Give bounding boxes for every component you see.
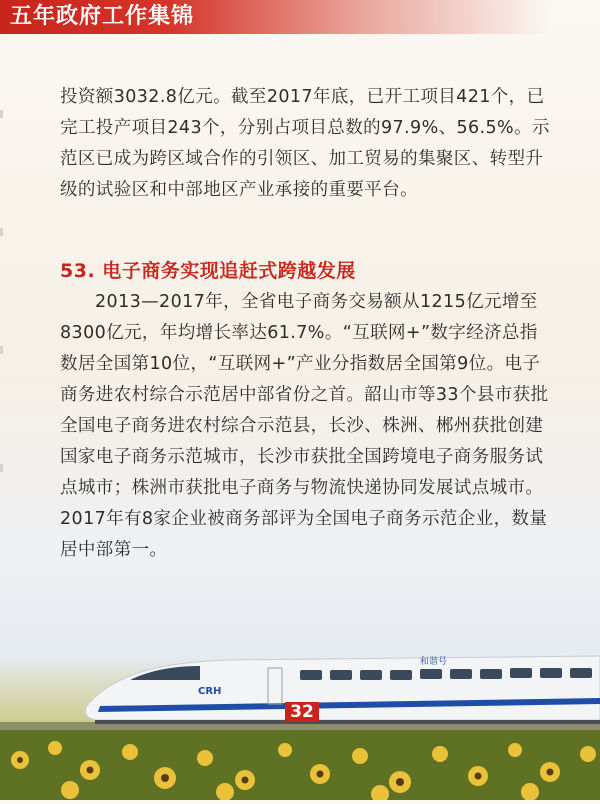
- page-number-badge: 32: [285, 702, 319, 722]
- train-illustration: [0, 640, 600, 740]
- train-icon: [0, 640, 600, 740]
- sunflower-field: [0, 730, 600, 800]
- intro-paragraph: 投资额3032.8亿元。截至2017年底，已开工项目421个，已完工投产项目243个，分别占项目总数的97.9%、56.5%。示范区已成为跨区域合作的引领区、加工贸易的集聚区、转型升级的试验区和中部地区产业承接的重要平台。: [60, 87, 550, 200]
- margin-mark: [0, 228, 3, 236]
- margin-mark: [0, 346, 3, 354]
- sunflower-field-icon: [0, 730, 600, 800]
- header-band: [0, 0, 600, 34]
- section-title: 53. 电子商务实现追赶式跨越发展: [60, 260, 356, 282]
- train-brand-label: CRH: [198, 686, 222, 697]
- section-body-paragraph: 2013—2017年，全省电子商务交易额从1215亿元增至8300亿元，年均增长率达61.7%。“互联网+”数字经济总指数居全国第10位，“互联网+”产业分指数居全国第9位。电子商务进农村综合示范居中部省份之首。韶山市等33个县市获批全国电子商务进农村综合示范县，长沙、株洲、郴州获批创建国家电子商务示范城市，长沙市获批全国跨境电子商务服务试点城市；株洲市获批电子商务与物流快递协同发展试点城市。2017年有8家企业被商务部评为全国电子商务示范企业，数量居中部第一。: [60, 292, 549, 560]
- margin-mark: [0, 464, 3, 472]
- page-header-title: 五年政府工作集锦: [10, 4, 195, 29]
- margin-mark: [0, 110, 3, 118]
- left-margin-marks: [0, 110, 6, 610]
- train-name-label: 和谐号: [420, 657, 448, 667]
